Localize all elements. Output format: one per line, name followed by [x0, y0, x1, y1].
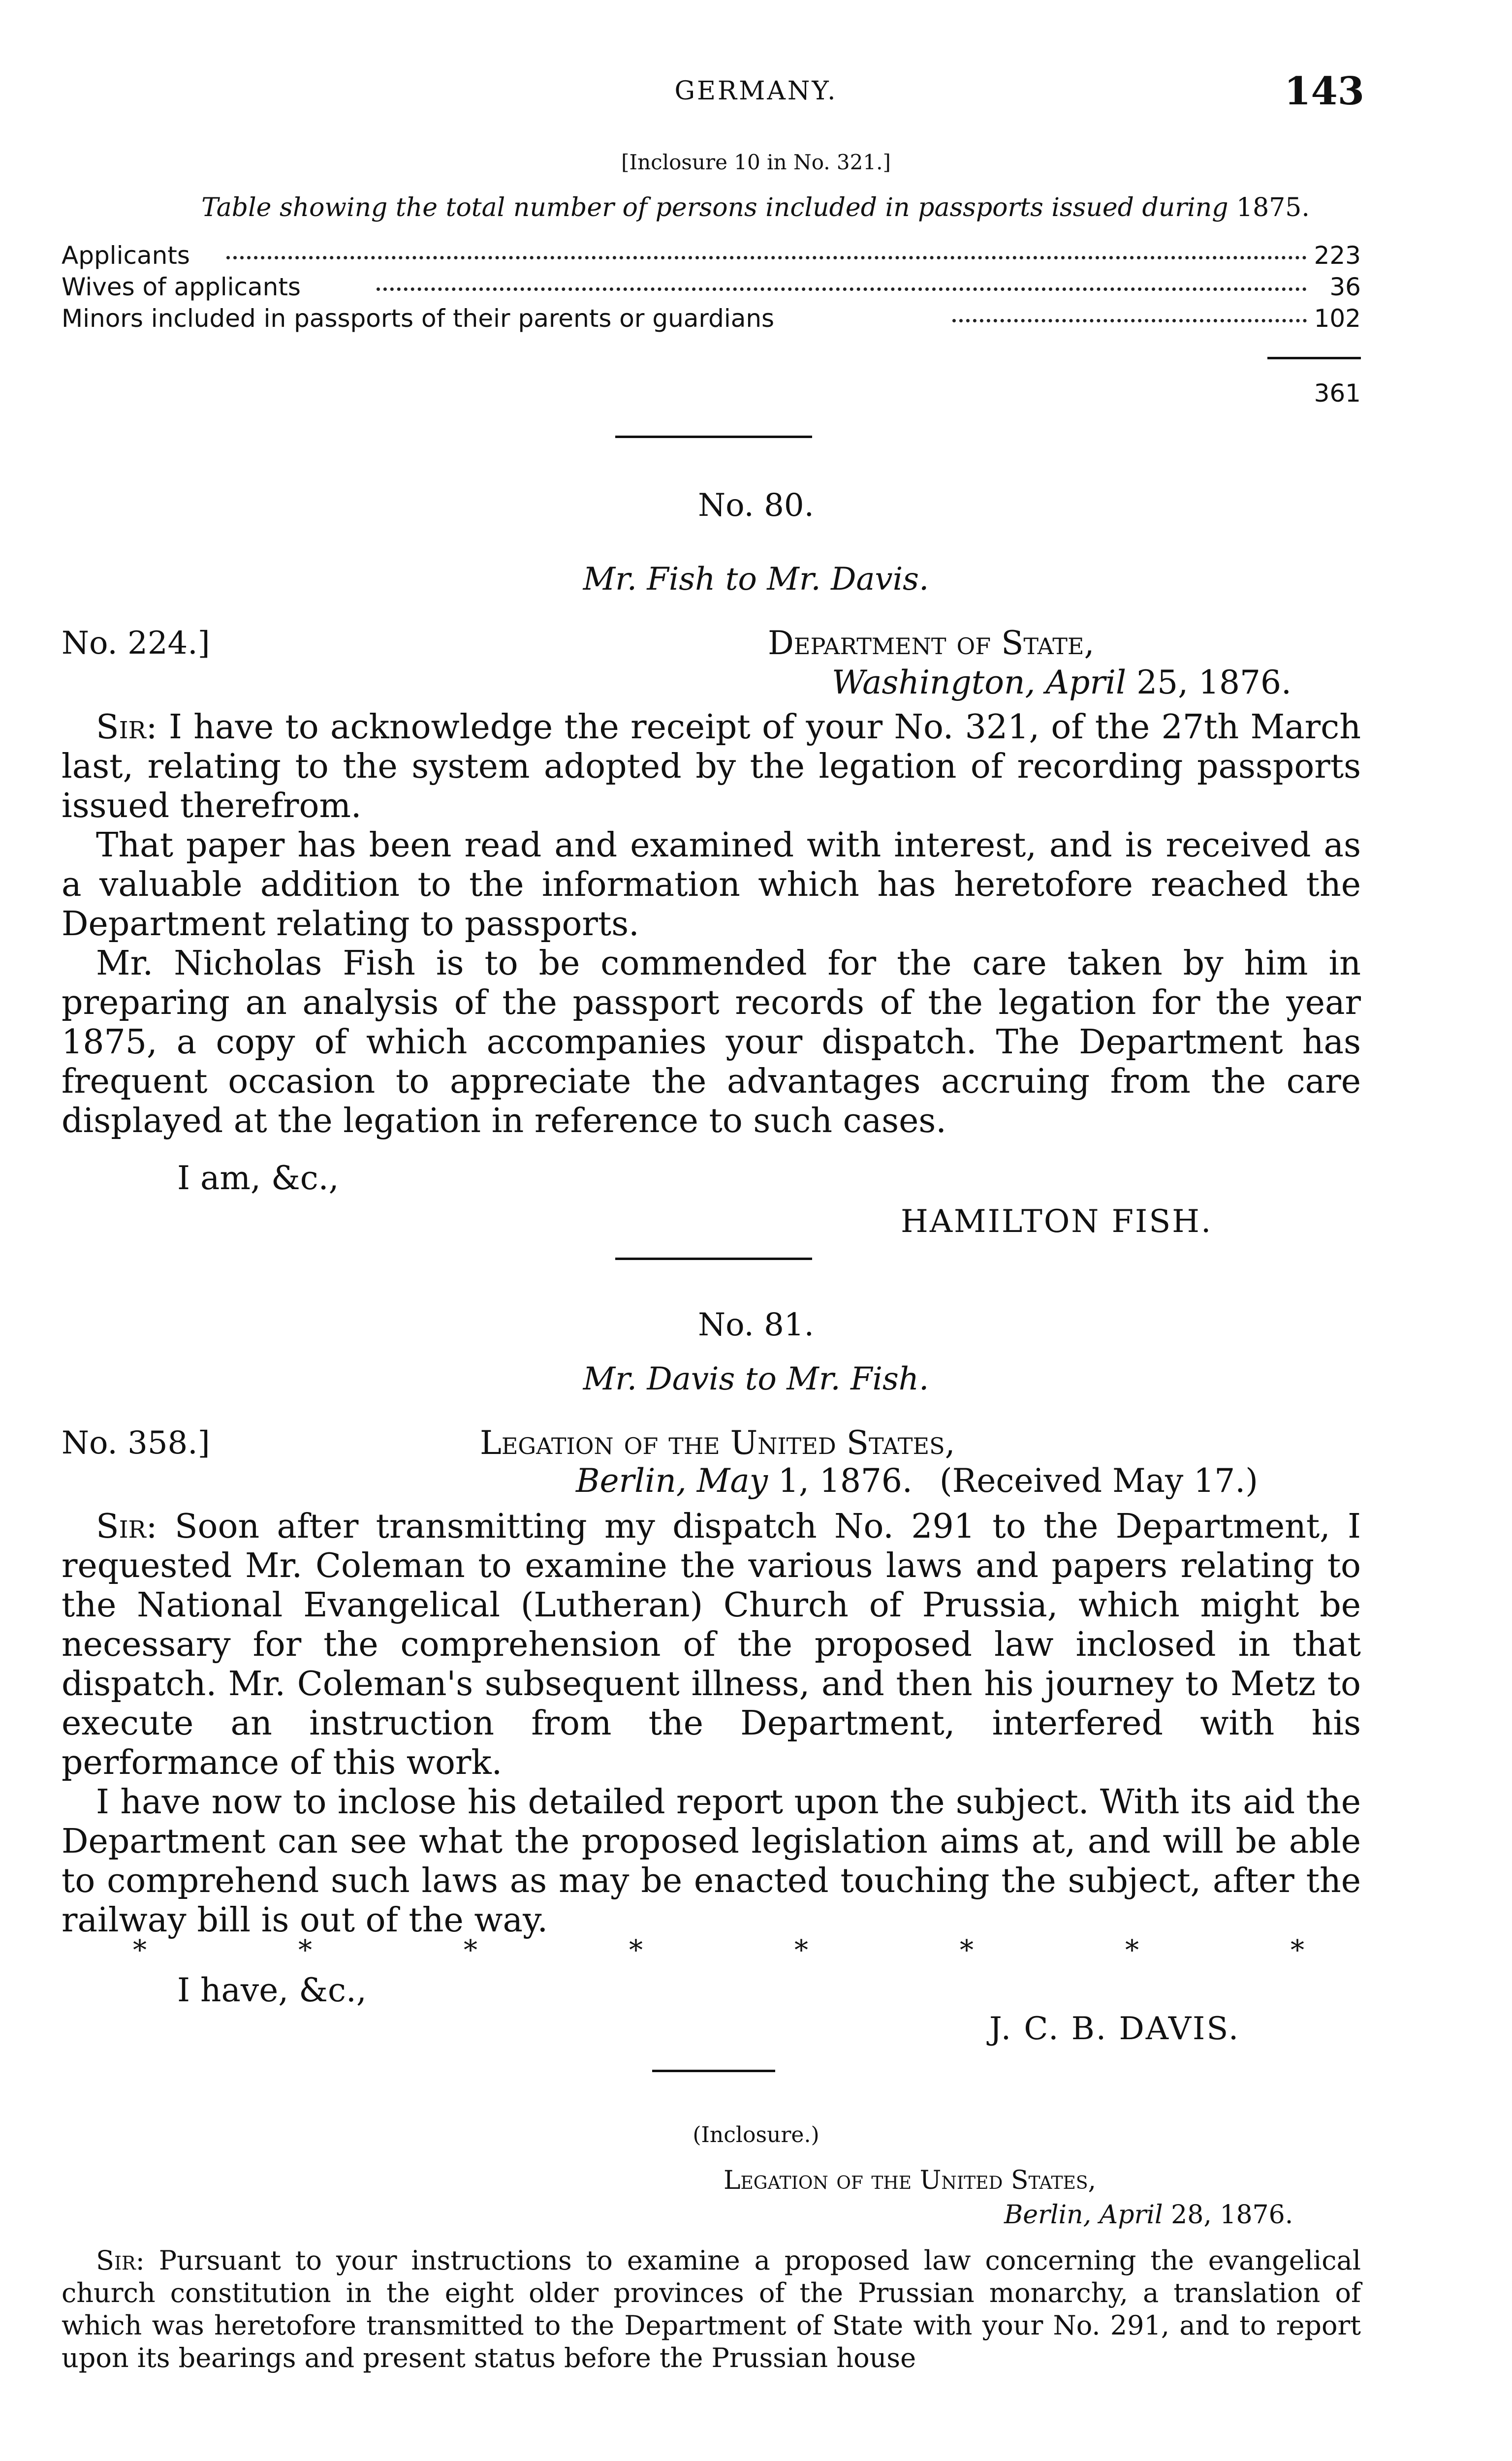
inclosure-date: 28, 1876. — [1171, 2200, 1293, 2230]
doc-80-month: April — [1045, 663, 1127, 701]
row-label: Applicants — [62, 241, 190, 270]
doc-81-received: (Received May 17.) — [939, 1462, 1258, 1500]
leader-dots — [377, 287, 1307, 291]
doc-81-dateline — [576, 1462, 1258, 1500]
doc-80-date: 25, 1876. — [1136, 663, 1292, 701]
table-row — [62, 273, 1361, 304]
doc-80-number: No. 80. — [698, 487, 814, 524]
row-value: 36 — [1329, 273, 1361, 301]
paragraph-text: Soon after transmitting my dispatch No. 291 to the Department, I requested Mr. Coleman to examine the various laws and papers relating to the National Evangelical (Lutheran) Church of Prussia, which might be necessary for the comprehension of the proposed law inclosed in that dispatch. Mr. Coleman's subsequent illness, and then his journey to Metz to execute an instruction from the Department, interfered with his performance of this work. — [62, 1507, 1361, 1782]
salutation: Sir: — [96, 1507, 158, 1546]
table-total: 361 — [1314, 379, 1361, 408]
star: * — [960, 1934, 974, 1966]
inclosure-place: Berlin, — [1004, 2200, 1092, 2230]
inclosure-origin: Legation of the United States, — [724, 2166, 1097, 2195]
inclosure-dateline — [1004, 2200, 1293, 2230]
doc-80-ref: No. 224.] — [62, 625, 210, 662]
doc-81-date: 1, 1876. — [778, 1462, 913, 1500]
star: * — [1291, 1934, 1304, 1966]
leader-dots — [952, 319, 1307, 322]
paragraph — [62, 1507, 1361, 1783]
row-value: 223 — [1314, 241, 1361, 270]
row-value: 102 — [1314, 304, 1361, 333]
row-label: Wives of applicants — [62, 273, 301, 301]
inclosure-month: April — [1099, 2200, 1163, 2230]
doc-80-body — [62, 708, 1361, 1141]
doc-81-title: Mr. Davis to Mr. Fish. — [583, 1361, 929, 1397]
star: * — [794, 1934, 808, 1966]
table-row — [62, 304, 1361, 336]
doc-80-title: Mr. Fish to Mr. Davis. — [583, 561, 929, 598]
star: * — [464, 1934, 477, 1966]
paragraph-text: Pursuant to your instructions to examine a proposed law concerning the evangelical church constitution in the eight older provinces of the Prussian monarchy, a translation of which was heretofore transmitted to the Department of State with your No. 291, and to report upon its bearings and present status before the Prussian house — [62, 2245, 1361, 2373]
inclosure-note: (Inclosure.) — [693, 2122, 819, 2147]
inclosure-label: [Inclosure 10 in No. 321.] — [621, 150, 891, 174]
doc-81-signature: J. C. B. DAVIS. — [989, 2011, 1240, 2047]
paragraph-text: That paper has been read and examined with interest, and is received as a valuable addition to the information which has heretofore reached the Department relating to passports. — [62, 826, 1361, 944]
doc-80-place: Washington, — [832, 663, 1036, 701]
paragraph-text: I have to acknowledge the receipt of your No. 321, of the 27th March last, relating to the system adopted by the legation of recording passports issued therefrom. — [62, 708, 1361, 825]
doc-80-dateline — [832, 663, 1292, 701]
table-caption-text: Table showing the total number of persons included in passports issued during — [201, 193, 1228, 222]
ellipsis-stars — [133, 1934, 1304, 1966]
paragraph — [62, 826, 1361, 944]
table-row — [62, 241, 1361, 273]
passport-table — [62, 241, 1361, 336]
section-divider — [615, 436, 812, 438]
running-title: GERMANY. — [674, 76, 838, 106]
paragraph — [62, 2244, 1361, 2374]
star: * — [298, 1934, 312, 1966]
page-number: 143 — [1284, 69, 1364, 114]
paragraph — [62, 708, 1361, 826]
doc-81-body — [62, 1507, 1361, 1940]
doc-80-closing: I am, &c., — [177, 1159, 339, 1197]
doc-81-place: Berlin, — [576, 1462, 687, 1500]
doc-81-origin: Legation of the United States, — [480, 1424, 955, 1462]
section-divider — [615, 1258, 812, 1260]
total-rule — [1267, 357, 1361, 359]
row-label: Minors included in passports of their parents or guardians — [62, 304, 775, 333]
paragraph — [62, 1783, 1361, 1940]
paragraph-text: I have now to inclose his detailed report upon the subject. With its aid the Department can see what the proposed legislation aims at, and will be able to comprehend such laws as may be enacted touching the subject, after the railway bill is out of the way. — [62, 1783, 1361, 1940]
doc-81-month: May — [696, 1462, 768, 1500]
table-caption-year: 1875. — [1236, 193, 1310, 222]
salutation: Sir: — [96, 708, 158, 747]
star: * — [1125, 1934, 1139, 1966]
leader-dots — [226, 256, 1307, 259]
inclosure-body — [62, 2244, 1361, 2374]
star: * — [133, 1934, 147, 1966]
doc-81-ref: No. 358.] — [62, 1425, 210, 1461]
doc-80-origin: Department of State, — [768, 624, 1095, 662]
table-caption — [64, 193, 1447, 222]
doc-81-closing: I have, &c., — [177, 1971, 367, 2009]
paragraph — [62, 944, 1361, 1141]
doc-81-number: No. 81. — [698, 1307, 814, 1343]
salutation: Sir: — [96, 2245, 145, 2276]
doc-80-signature: HAMILTON FISH. — [901, 1203, 1213, 1240]
section-divider — [652, 2070, 775, 2072]
star: * — [629, 1934, 643, 1966]
paragraph-text: Mr. Nicholas Fish is to be commended for the care taken by him in preparing an analysis of the passport records of the legation for the year 1875, a copy of which accompanies your dispatch. The Department has frequent occasion to appreciate the advantages accruing from the care displayed at the legation in reference to such cases. — [62, 944, 1361, 1140]
